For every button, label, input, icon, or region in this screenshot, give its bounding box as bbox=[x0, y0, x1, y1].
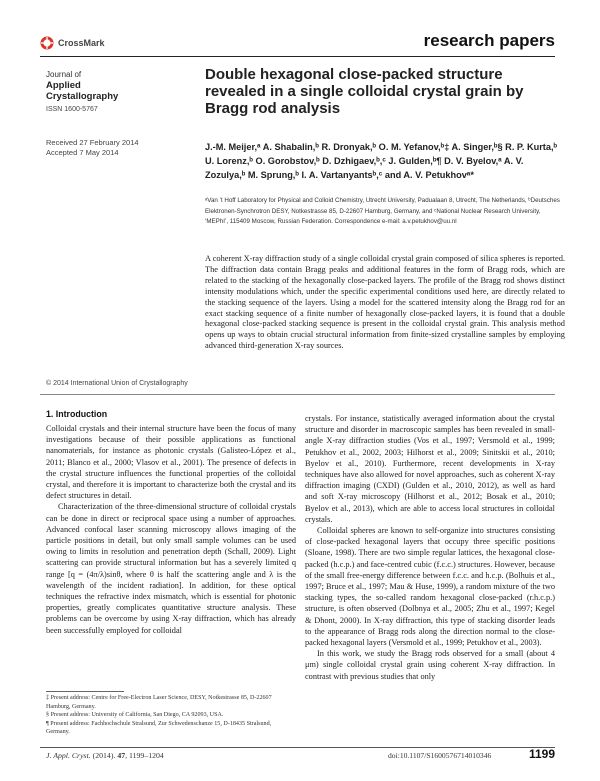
body-column-right bbox=[305, 413, 555, 682]
page-number: 1199 bbox=[528, 747, 555, 761]
author-list: J.-M. Meijer,ᵃ A. Shabalin,ᵇ R. Dronyak,ᵇ O. M. Yefanov,ᵇ‡ A. Singer,ᵇ§ R. P. Kurta,ᵇ U. Lorenz,ᵇ O. Gorobstov,ᵇ D. Dzhigaev,ᵇ,ᶜ J. Gulden,ᵇ¶ D. V. Byelov,ᵃ A. V. Zozulya,ᵇ M. Sprung,ᵇ I. A. Vartanyantsᵇ,ᶜ and A. V. Petukhovᵃ* bbox=[205, 142, 558, 180]
accepted-date: Accepted 7 May 2014 bbox=[46, 148, 119, 157]
crossmark-badge[interactable] bbox=[40, 36, 105, 50]
journal-block bbox=[46, 70, 118, 115]
citation-pages: , 1199–1204 bbox=[125, 751, 164, 760]
paragraph: crystals. For instance, statistically averaged information about the crystal structure and disorder in macroscopic samples has been revealed in small-angle X-ray diffraction studies (Vos et al., 1997; Versmold et al., 1999; Petukhov et al., 2002, 2003; Hilhorst et al., 2009; Sinitskii et al., 2010; Byelov et al., 2010). Furthermore, recent developments in X-ray techniques have also allowed for novel approaches, such as coherent X-ray diffraction imaging (CXDI) (Gulden et al., 2010, 2012), as well as hard and soft X-ray microscopy (Hilhorst et al., 2012; Bosak et al., 2010; Byelov et al., 2013), which are able to access local structures in colloidal crystals. bbox=[305, 414, 555, 524]
footnotes bbox=[46, 694, 296, 737]
citation-line bbox=[46, 751, 164, 760]
article-dates bbox=[46, 138, 139, 158]
article-title: Double hexagonal close-packed structure revealed in a single colloidal crystal grain by Bragg rod analysis bbox=[205, 66, 524, 117]
footnote: ¶ Present address: Fachhochschule Stralsund, Zur Schwedenschanze 15, D-18435 Stralsund, Germany. bbox=[46, 720, 272, 736]
journal-abbreviation: J. Appl. Cryst. bbox=[46, 751, 91, 760]
paragraph: Colloidal spheres are known to self-organize into structures consisting of close-packed hexagonal layers that occupy three specific positions (Sloane, 1998). There are two simple regular lattices, the hexagonal close-packed (h.c.p.) and face-centred cubic (f.c.c.) structures. However, because of the small free-energy difference between f.c.c. and h.c.p. (Bolhuis et al., 1997; Bruce et al., 1997; Mau & Huse, 1999), a random mixture of the two stacking types, the so-called random hexagonal close-packed (r.h.c.p.) structure, is often observed (Dolbnya et al., 2005; Zhu et al., 1997; Kegel & Dhont, 2000). In X-ray diffraction, this type of stacking disorder leads to the appearance of Bragg rods along the direction normal to the close-packed hexagonal layers (Versmold et al., 1999; Petukhov et al., 2003). bbox=[305, 526, 555, 648]
footnote-rule bbox=[46, 691, 124, 692]
journal-line-3: Crystallography bbox=[46, 91, 119, 102]
crossmark-icon bbox=[40, 36, 54, 50]
crossmark-label: CrossMark bbox=[58, 38, 105, 48]
paragraph: In this work, we study the Bragg rods observed for a small (about 4 μm) single colloidal crystal grain using coherent X-ray diffraction. In contrast with previous studies that only bbox=[305, 649, 555, 681]
journal-line-2: Applied bbox=[46, 80, 81, 91]
header-rule bbox=[40, 56, 555, 57]
section-label: research papers bbox=[423, 31, 555, 50]
paragraph: Characterization of the three-dimensional structure of colloidal crystals can be done in direct or reciprocal space using a number of approaches. Advanced confocal laser scanning microscopy allows imaging of the particle positions in detail, but only small sample volumes can be used owing to limits in resolution and penetration depth (Schall, 2009). Light scattering can provide structural information but has a severely limited q range [q = (4π/λ)sinθ, where θ is half the scattering angle and λ is the wavelength of the incident radiation]. In addition, for these optical techniques the refractive index mismatch, which is essential for photonic properties, greatly complicates quantitative structure analysis. These problems can be overcome by using X-ray diffraction, which has already been successfully employed for colloidal bbox=[46, 502, 296, 635]
affiliations: ᵃVan ’t Hoff Laboratory for Physical and Colloid Chemistry, Utrecht University, Padualaan 8, Utrecht, The Netherlands, ᵇDeutsches Elektronen-Synchrotron DESY, Notkestrasse 85, D-22607 Hamburg, Germany, and ᶜNational Nuclear Research University, ‘MEPhI’, 115409 Moscow, Russian Federation. Correspondence e-mail: a.v.petukhov@uu.nl bbox=[205, 197, 560, 225]
footnote: § Present address: University of California, San Diego, CA 92093, USA. bbox=[46, 712, 224, 719]
abstract-divider bbox=[40, 394, 555, 395]
footer-rule bbox=[40, 747, 555, 748]
abstract: A coherent X-ray diffraction study of a single colloidal crystal grain composed of silica spheres is reported. The diffraction data contain Bragg peaks and additional features in the form of Bragg rods, which are related to the stacking of the hexagonally close-packed layers. The profile of the Bragg rod shows distinct intensity modulations which, under the specific experimental conditions used here, are directly related to the stacking sequence of the layers. Using a model for the scattered intensity along the Bragg rod for an exact stacking sequence of a finite number of hexagonally close-packed layers, it is found that a double hexagonal close-packed stacking sequence is present in the colloidal crystal grain. This analysis method opens up ways to obtain crucial structural information from finite-sized crystalline samples by employing advanced third-generation X-ray sources. bbox=[205, 254, 565, 351]
paragraph: Colloidal crystals and their internal structure have been the focus of many investigations because of their possible applications as functional nanomaterials, for instance as photonic crystals (Galisteo-López et al., 2011; Blanco et al., 2000; Vlasov et al., 2001). The presence of defects in the crystal structure influences the functional properties of the colloidal crystal, and therefore it is important to characterize both the crystal and its defect structures in detail. bbox=[46, 424, 296, 501]
copyright-notice: © 2014 International Union of Crystallography bbox=[46, 380, 188, 387]
doi-link[interactable]: doi:10.1107/S1600576714010346 bbox=[388, 751, 492, 760]
issn: ISSN 1600-5767 bbox=[46, 106, 98, 113]
footnote: ‡ Present address: Centre for Free-Electron Laser Science, DESY, Notkestrasse 85, D-22607 Hamburg, Germany. bbox=[46, 695, 272, 710]
received-date: Received 27 February 2014 bbox=[46, 138, 139, 147]
citation-volume: 47 bbox=[117, 751, 126, 760]
section-heading: 1. Introduction bbox=[46, 409, 108, 419]
journal-line-1: Journal of bbox=[46, 70, 82, 79]
citation-year: (2014). bbox=[92, 751, 118, 760]
body-column-left bbox=[46, 423, 296, 636]
